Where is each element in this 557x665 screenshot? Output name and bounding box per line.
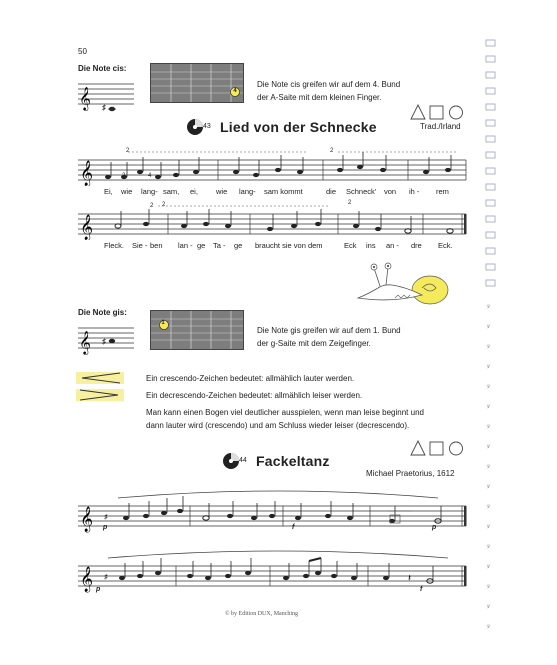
svg-text:ꝟ: ꝟ: [487, 604, 491, 610]
lyric: lang-: [239, 187, 256, 196]
dynamics-paragraph-2: dann lauter wird (crescendo) und am Schluss wieder leiser (decrescendo).: [146, 421, 410, 430]
svg-text:ꝟ: ꝟ: [487, 464, 491, 470]
svg-text:𝄽: 𝄽: [408, 573, 412, 584]
lyric: lan -: [178, 241, 193, 250]
song1-title: Lied von der Schnecke: [220, 119, 377, 135]
lyric: ben: [150, 241, 163, 250]
lyric: Fleck.: [104, 241, 125, 250]
page-number: 50: [78, 47, 87, 56]
crescendo-text: Ein crescendo-Zeichen bedeutet: allmählich lauter werden.: [146, 374, 355, 383]
finger-number-gis: 1: [161, 320, 165, 326]
svg-text:ꝟ: ꝟ: [487, 364, 491, 370]
song2-title: Fackeltanz: [256, 453, 330, 469]
svg-text:ꝟ: ꝟ: [487, 344, 491, 350]
dynamic-mark: p: [432, 524, 437, 531]
shapes-icon-2: [410, 440, 466, 456]
fingering-5: 2: [150, 203, 154, 209]
svg-text:ꝟ: ꝟ: [487, 444, 491, 450]
lyric: rem: [436, 187, 449, 196]
lyric: Ei,: [104, 187, 113, 196]
lyric: sam,: [163, 187, 180, 196]
lyric: sam kommt: [264, 187, 303, 196]
svg-text:ꝟ: ꝟ: [487, 384, 491, 390]
song1-staff-1: [78, 146, 468, 186]
svg-text:♯: ♯: [102, 103, 106, 112]
svg-text:𝄞: 𝄞: [80, 566, 94, 591]
song1-staff-2: [78, 200, 468, 240]
crescendo-symbol: [76, 372, 124, 384]
svg-text:♯: ♯: [102, 337, 106, 346]
svg-text:𝄞: 𝄞: [79, 332, 91, 354]
svg-text:ꝟ: ꝟ: [487, 424, 491, 430]
snail-illustration: [350, 262, 460, 308]
lyric: Eck.: [438, 241, 453, 250]
song1-origin: Trad./Irland: [420, 122, 461, 131]
svg-text:ꝟ: ꝟ: [487, 544, 491, 550]
song2-composer: Michael Praetorius, 1612: [366, 469, 455, 478]
note-gis-staff: [76, 320, 136, 356]
svg-text:𝄞: 𝄞: [80, 214, 94, 239]
fingering-2: 2: [330, 148, 334, 154]
lyric: Eck: [344, 241, 357, 250]
note-gis-text-2: der g-Saite mit dem Zeigefinger.: [257, 339, 371, 348]
note-cis-text-2: der A-Saite mit dem kleinen Finger.: [257, 93, 382, 102]
dynamic-mark: f: [420, 586, 423, 593]
svg-text:𝄞: 𝄞: [80, 506, 94, 531]
fretboard-cis: [150, 63, 244, 103]
lyric: dre: [411, 241, 422, 250]
svg-text:ꝟ: ꝟ: [487, 324, 491, 330]
fingering-1: 2: [126, 148, 130, 154]
page-edge-tabs: [484, 36, 498, 636]
svg-text:𝄞: 𝄞: [79, 88, 91, 110]
lyric: von: [384, 187, 397, 196]
note-cis-staff: [76, 78, 136, 114]
song2-staff-2: [78, 548, 468, 594]
lyric: ins: [366, 241, 376, 250]
lyric: braucht sie von dem: [255, 241, 323, 250]
lyric: wie: [121, 187, 133, 196]
svg-text:ꝟ: ꝟ: [487, 304, 491, 310]
lyric: wie: [216, 187, 228, 196]
lyric: lang-: [141, 187, 158, 196]
svg-text:ꝟ: ꝟ: [487, 564, 491, 570]
note-gis-label: Die Note gis:: [78, 308, 127, 317]
svg-text:ꝟ: ꝟ: [487, 404, 491, 410]
fingering-6: 2: [162, 202, 166, 208]
decrescendo-text: Ein decrescendo-Zeichen bedeutet: allmählich leiser werden.: [146, 391, 363, 400]
lyric: ge: [234, 241, 243, 250]
lyric: an -: [386, 241, 399, 250]
lyric: Sie -: [132, 241, 148, 250]
lyric: ei,: [190, 187, 198, 196]
svg-text:ꝟ: ꝟ: [487, 504, 491, 510]
dynamic-mark: p: [103, 524, 108, 531]
fretboard-gis: [150, 310, 244, 350]
svg-text:ꝟ: ꝟ: [487, 484, 491, 490]
track-number-43: 43: [203, 123, 211, 130]
copyright-footer: © by Edition DUX, Manching: [225, 611, 299, 617]
fingering-4: 4: [148, 173, 152, 179]
track-number-44: 44: [239, 457, 247, 464]
note-gis-text-1: Die Note gis greifen wir auf dem 1. Bund: [257, 326, 401, 335]
dynamic-mark: p: [96, 586, 101, 593]
cd-track-icon-44: [222, 452, 240, 470]
fingering-3: 2: [122, 173, 126, 179]
lyric: ge: [197, 241, 206, 250]
lyric: Schneck': [346, 187, 377, 196]
cd-track-icon-43: [186, 118, 204, 136]
dynamic-mark: f: [292, 524, 295, 531]
dynamics-paragraph-1: Man kann einen Bogen viel deutlicher ausspielen, wenn man leise beginnt und: [146, 408, 424, 417]
finger-number-cis: 4: [233, 88, 237, 94]
svg-text:ꝟ: ꝟ: [487, 524, 491, 530]
decrescendo-symbol: [76, 389, 124, 401]
svg-text:𝄞: 𝄞: [80, 160, 94, 185]
svg-text:♯: ♯: [104, 514, 108, 521]
shapes-icon: [410, 104, 466, 120]
note-cis-label: Die Note cis:: [78, 64, 127, 73]
fingering-7: 2: [348, 200, 352, 206]
note-cis-text-1: Die Note cis greifen wir auf dem 4. Bund: [257, 80, 401, 89]
svg-text:ꝟ: ꝟ: [487, 584, 491, 590]
lyric: die: [326, 187, 337, 196]
svg-text:♯: ♯: [104, 574, 108, 581]
svg-text:ꝟ: ꝟ: [487, 624, 491, 630]
lyric: ih -: [409, 187, 420, 196]
song2-staff-1: [78, 488, 468, 534]
lyric: Ta -: [213, 241, 226, 250]
